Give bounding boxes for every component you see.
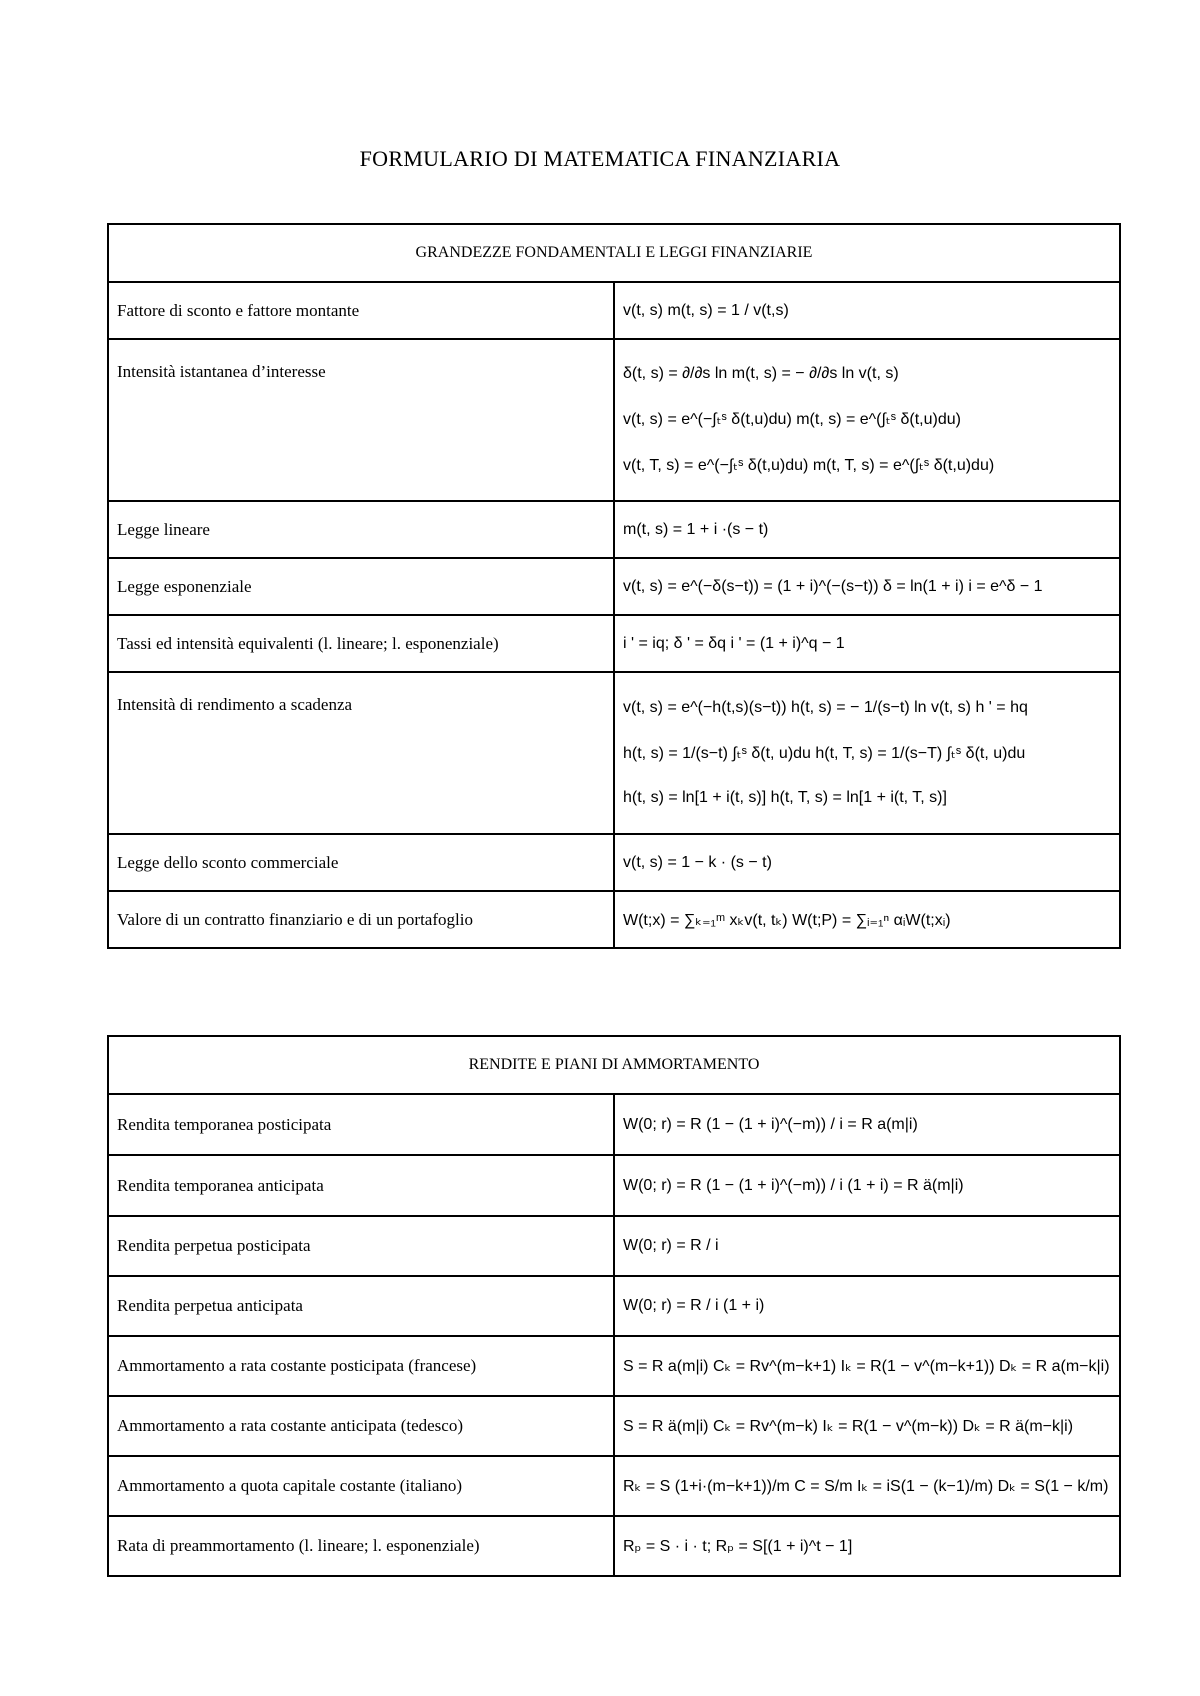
row-label: Ammortamento a rata costante anticipata (tedesco)	[108, 1396, 614, 1456]
table-row	[108, 891, 1120, 948]
formula-cell	[614, 1276, 1120, 1336]
row-label: Rendita temporanea posticipata	[108, 1094, 614, 1155]
formula: h(t, s) = ln[1 + i(t, s)] h(t, T, s) = ln[1 + i(t, T, s)]	[623, 789, 947, 806]
row-label: Legge dello sconto commerciale	[108, 834, 614, 891]
row-label: Tassi ed intensità equivalenti (l. lineare; l. esponenziale)	[108, 615, 614, 672]
table-row	[108, 1516, 1120, 1576]
document-title: FORMULARIO DI MATEMATICA FINANZIARIA	[359, 146, 841, 171]
formula-cell	[614, 891, 1120, 948]
row-label: Valore di un contratto finanziario e di un portafoglio	[108, 891, 614, 948]
table-row	[108, 672, 1120, 834]
row-label: Ammortamento a quota capitale costante (italiano)	[108, 1456, 614, 1516]
section-header: GRANDEZZE FONDAMENTALI E LEGGI FINANZIARIE	[108, 224, 1120, 282]
formula-cell	[614, 1336, 1120, 1396]
formula: Rₚ = S · i · t; Rₚ = S[(1 + i)^t − 1]	[623, 1538, 853, 1555]
formula: δ(t, s) = ∂/∂s ln m(t, s) = − ∂/∂s ln v(t, s)	[623, 365, 899, 382]
table-row	[108, 834, 1120, 891]
section-header: RENDITE E PIANI DI AMMORTAMENTO	[108, 1036, 1120, 1094]
formula-cell	[614, 615, 1120, 672]
formula: v(t, s) = e^(−∫ₜˢ δ(t,u)du) m(t, s) = e^(∫ₜˢ δ(t,u)du)	[623, 411, 961, 428]
formula: i ' = iq; δ ' = δq i ' = (1 + i)^q − 1	[623, 634, 845, 652]
formula: W(0; r) = R / i	[623, 1237, 719, 1254]
table-row	[108, 1396, 1120, 1456]
table-row	[108, 1456, 1120, 1516]
formula: Rₖ = S (1+i·(m−k+1))/m C = S/m Iₖ = iS(1 − (k−1)/m) Dₖ = S(1 − k/m)	[623, 1478, 1109, 1495]
table-row	[108, 615, 1120, 672]
formula: W(t;x) = ∑ₖ₌₁ᵐ xₖv(t, tₖ) W(t;P) = ∑ᵢ₌₁ⁿ αᵢW(t;xᵢ)	[623, 911, 951, 929]
table-fundamentals	[107, 223, 1121, 949]
formula: S = R ä(m|i) Cₖ = Rv^(m−k) Iₖ = R(1 − v^(m−k)) Dₖ = R ä(m−k|i)	[623, 1418, 1074, 1435]
formula-cell	[614, 339, 1120, 501]
table-row	[108, 339, 1120, 501]
row-label: Legge lineare	[108, 501, 614, 558]
formula: v(t, s) = 1 − k · (s − t)	[623, 853, 772, 871]
formula-cell	[614, 834, 1120, 891]
formula: h(t, s) = 1/(s−t) ∫ₜˢ δ(t, u)du h(t, T, s) = 1/(s−T) ∫ₜˢ δ(t, u)du	[623, 745, 1026, 762]
formula: W(0; r) = R (1 − (1 + i)^(−m)) / i = R a(m|i)	[623, 1115, 918, 1133]
formula-cell	[614, 672, 1120, 834]
formula-cell	[614, 282, 1120, 339]
row-label: Rendita temporanea anticipata	[108, 1155, 614, 1216]
table-row	[108, 558, 1120, 615]
formula-cell	[614, 501, 1120, 558]
table-annuities	[107, 1035, 1121, 1577]
formula: W(0; r) = R / i (1 + i)	[623, 1297, 765, 1314]
formula: v(t, s) m(t, s) = 1 / v(t,s)	[623, 301, 789, 319]
table-row	[108, 1216, 1120, 1276]
row-label: Fattore di sconto e fattore montante	[108, 282, 614, 339]
formula-cell	[614, 1516, 1120, 1576]
formula-cell	[614, 1216, 1120, 1276]
table-row	[108, 1336, 1120, 1396]
formula-cell	[614, 1396, 1120, 1456]
row-label: Intensità istantanea d’interesse	[108, 339, 614, 501]
formula-cell	[614, 1155, 1120, 1216]
formula: S = R a(m|i) Cₖ = Rv^(m−k+1) Iₖ = R(1 − v^(m−k+1)) Dₖ = R a(m−k|i)	[623, 1358, 1110, 1375]
table-row	[108, 282, 1120, 339]
row-label: Rata di preammortamento (l. lineare; l. esponenziale)	[108, 1516, 614, 1576]
formula: v(t, T, s) = e^(−∫ₜˢ δ(t,u)du) m(t, T, s) = e^(∫ₜˢ δ(t,u)du)	[623, 457, 995, 474]
row-label: Rendita perpetua posticipata	[108, 1216, 614, 1276]
table-row	[108, 1094, 1120, 1155]
row-label: Rendita perpetua anticipata	[108, 1276, 614, 1336]
formula-cell	[614, 1456, 1120, 1516]
formula: v(t, s) = e^(−δ(s−t)) = (1 + i)^(−(s−t)) δ = ln(1 + i) i = e^δ − 1	[623, 577, 1043, 595]
row-label: Intensità di rendimento a scadenza	[108, 672, 614, 834]
formula-cell	[614, 1094, 1120, 1155]
row-label: Ammortamento a rata costante posticipata (francese)	[108, 1336, 614, 1396]
formula: v(t, s) = e^(−h(t,s)(s−t)) h(t, s) = − 1/(s−t) ln v(t, s) h ' = hq	[623, 699, 1028, 716]
formula: m(t, s) = 1 + i ·(s − t)	[623, 520, 769, 538]
table-row	[108, 1155, 1120, 1216]
formula-cell	[614, 558, 1120, 615]
table-row	[108, 1276, 1120, 1336]
formula: W(0; r) = R (1 − (1 + i)^(−m)) / i (1 + i) = R ä(m|i)	[623, 1176, 964, 1194]
table-row	[108, 501, 1120, 558]
row-label: Legge esponenziale	[108, 558, 614, 615]
